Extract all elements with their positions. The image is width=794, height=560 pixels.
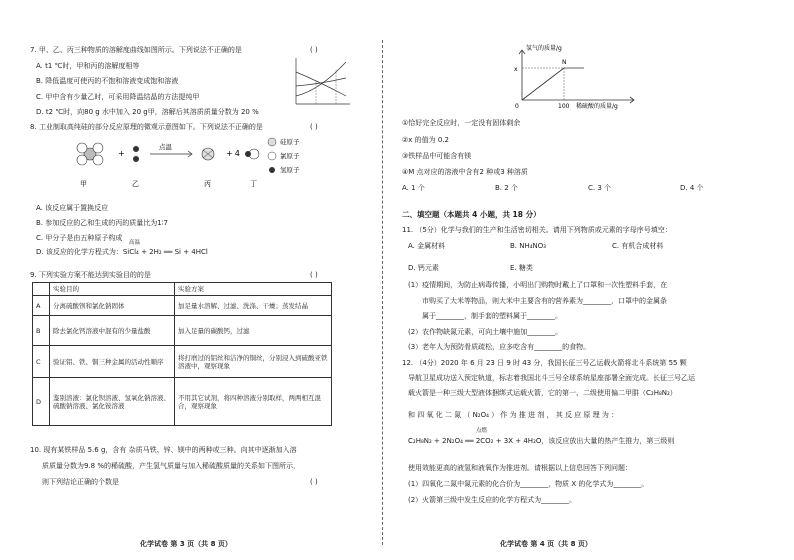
table-header-cell: 实验目的 [50, 283, 175, 296]
q8-answer-paren: ( ) [310, 123, 318, 131]
q7-option-d: D. t2 ℃时，向80 g 水中加入 20 g甲，溶解后其溶质质量分数为 20 % [36, 108, 259, 116]
q7-option-a: A. t1 ℃时，甲和丙的溶解度相等 [36, 62, 140, 70]
q11-opt-c: C. 有机合成材料 [612, 242, 664, 250]
solubility-curve-figure [290, 56, 352, 108]
q12-line3: 载火箭是一种三级大型液体捆绑式运载火箭，它的第一、二级使用偏二甲肼（C₂H₈N₂） [408, 389, 677, 397]
graph-point-label: N [562, 59, 567, 66]
q12-line2: 导航卫星成功送入预定轨道，标志着我国北斗三号全球系统星座部署全面完成。长征三号乙运 [408, 374, 695, 382]
q8-option-d: D. 该反应的化学方程式为：SiCl₄ + 2H₂ ══ Si + 4HCl [36, 248, 208, 256]
molecule-jia [77, 143, 103, 165]
q11-opt-d: D. 钙元素 [408, 264, 439, 272]
table-cell: 分离硫酸钡和氯化钠固体 [50, 296, 175, 316]
table-cell: A [33, 296, 50, 316]
label-yi: 乙 [132, 180, 139, 188]
q9-answer-paren: ( ) [310, 271, 318, 279]
q12-equation: C₂H₈N₂ + 2N₂O₄ ══ 2CO₂ + 3X + 4H₂O，该反应放出大量的热产生推力，第三级则 [408, 437, 675, 445]
q11-opt-b: B. NH₄NO₃ [510, 242, 547, 250]
statement-4: ④M 点对应的溶液中含有2 种或3 种溶质 [402, 168, 528, 176]
q10-line1: 10. 现有某铁样品 5.6 g，含有 杂质马铁、锌、镁中的两种或三种。向其中逐渐加入溶 [30, 446, 297, 454]
table-header-cell [33, 283, 50, 296]
molecule-reaction-diagram [70, 134, 330, 192]
molecule-bing [202, 148, 214, 160]
reaction-condition: 点温 [159, 143, 172, 151]
right-page [400, 0, 765, 560]
q10-line2: 质质量分数为9.8 %的稀硫酸，产生氢气质量与加入稀硫酸质量的关系如下图所示， [42, 462, 301, 470]
q12-sub1: (1）四氧化二氮中氮元素的化合价为________，物质 X 的化学式为________。 [408, 480, 649, 488]
q12-eq-condition: 点燃 [476, 428, 488, 434]
legend-cl: 氯原子 [280, 152, 300, 160]
table-cell: 除去氯化钙溶液中混有的少量盐酸 [50, 316, 175, 346]
table-row [33, 316, 332, 346]
plus-coef: + 4 [226, 149, 240, 158]
table-row [33, 296, 332, 316]
table-cell: B [33, 316, 50, 346]
legend-h: 氢原子 [280, 166, 300, 174]
table-row [33, 378, 332, 426]
label-ding: 丁 [250, 180, 257, 188]
choice-a: A. 1 个 [402, 184, 425, 192]
table-header-cell: 实验方案 [175, 283, 332, 296]
q11-opt-a: A. 金属材料 [408, 242, 446, 250]
q8-stem: 8. 工业制取高纯硅的部分反应原理的微观示意图如下。下列说法不正确的是 [30, 123, 263, 131]
choice-d: D. 4 个 [680, 184, 704, 192]
table-cell: D [33, 378, 50, 426]
graph-y-tick: x [514, 66, 518, 73]
hydrogen-mass-graph [504, 44, 654, 110]
experiment-table [32, 282, 332, 426]
q7-option-b: B. 降低温度可使丙的不饱和溶液变成饱和溶液 [36, 77, 179, 85]
q12-line4: 和 四 氧 化 二 氮 （ N₂O₄ ） 作 为 推 进 剂 ， 其 反 应 原 理 为 ： [408, 411, 619, 419]
q7-option-c: C. 甲中含有少量乙时，可采用降温结晶的方法提纯甲 [36, 93, 200, 101]
q12-line6: 使用效能更高的液氢和液氧作为推进剂。请根据以上信息回答下列问题： [408, 464, 632, 472]
molecule-yi [133, 146, 139, 162]
graph-xlabel: 稀硫酸的质量/g [576, 103, 618, 110]
graph-origin: 0 [515, 103, 519, 110]
left-page [30, 0, 370, 560]
page-divider [382, 40, 383, 545]
graph-x-tick: 100 [558, 103, 570, 110]
molecule-ding [245, 149, 259, 159]
q8-option-a: A. 该反应属于置换反应 [36, 204, 109, 212]
q10-line3: 则下列结论正确的个数是 [42, 478, 119, 486]
q8-option-b: B. 参加反应的乙和生成的丙的质量比为1∶7 [36, 219, 168, 227]
q12-line1: 12. （4分）2020 年 6 月 23 日 9 时 43 分，我国长征三号乙运载火箭将北斗系统第 55 颗 [402, 359, 687, 367]
table-cell: C [33, 346, 50, 378]
table-cell: 鉴别溶液：氯化钡溶液、氢氧化钠溶液、硫酸钠溶液、氯化铵溶液 [50, 378, 175, 426]
q9-stem: 9. 下列实验方案不能达到实验目的的是 [30, 271, 151, 279]
q8-eq-condition: 高温 [129, 240, 141, 246]
section-heading: 二、填空题（本题共 4 小题，共 18 分） [402, 210, 541, 219]
statement-1: ①恰好完全反应时，一定没有固体剩余 [402, 119, 521, 127]
table-row [33, 346, 332, 378]
label-jia: 甲 [80, 180, 87, 188]
choice-c: C. 3 个 [588, 184, 612, 192]
q11-opt-e: E. 糖类 [510, 264, 533, 272]
q11-sub2: (2）农作物缺氮元素，可向土壤中施加________。 [408, 328, 563, 336]
q7-answer-paren: ( ) [310, 46, 318, 54]
table-cell: 将打磨过的铝丝和洁净的铜丝，分别浸入到硫酸亚铁溶液中，观察现象 [175, 346, 332, 378]
table-cell: 验证铝、铁、铜三种金属的活动性顺序 [50, 346, 175, 378]
q11-sub1-line3: 属于________，制手套的塑料属于________。 [422, 312, 562, 320]
q10-answer-paren: ( ) [310, 478, 318, 486]
left-page-footer: 化学试卷 第 3 页（共 8 页） [140, 540, 232, 548]
right-page-footer: 化学试卷 第 4 页（共 8 页） [500, 540, 592, 548]
table-cell: 加足量水溶解、过滤、洗涤、干燥；蒸发结晶 [175, 296, 332, 316]
statement-3: ③铁样品中可能含有镁 [402, 152, 472, 160]
q7-stem: 7. 甲、乙、丙三种物质的溶解度曲线如图所示。下列说法不正确的是 [30, 46, 242, 54]
choice-b: B. 2 个 [495, 184, 518, 192]
statement-2: ②x 的值为 0.2 [402, 136, 450, 144]
q11-sub1-line1: (1）疫情期间，为防止病毒传播，小明出门购物时戴上了口罩和一次性塑料手套，在 [408, 281, 668, 289]
table-header-row [33, 283, 332, 296]
table-cell: 不用其它试剂，将四种溶液分别取样，两两相互混合，观察现象 [175, 378, 332, 426]
q11-sub3: (3）老年人为预防骨质疏松，应多吃含有________的食物。 [408, 343, 591, 351]
q11-sub1-line2: 市购买了大米等物品，则大米中主要含有的营养素为________，口罩中的金属条 [422, 297, 667, 305]
plus-sign: + [118, 149, 125, 158]
legend-si: 硅原子 [280, 138, 300, 146]
q8-option-c: C. 甲分子是由五种原子构成 [36, 234, 123, 242]
label-bing: 丙 [204, 180, 211, 188]
table-cell: 加入足量的碳酸钙，过滤 [175, 316, 332, 346]
graph-ylabel: 氢气的质量/g [526, 45, 562, 52]
q11-stem: 11. （5分）化学与我们的生产和生活密切相关。请用下列物质或元素的字母序号填空： [402, 226, 672, 234]
q12-sub2: (2）火箭第三级中发生反应的化学方程式为________。 [408, 496, 577, 504]
